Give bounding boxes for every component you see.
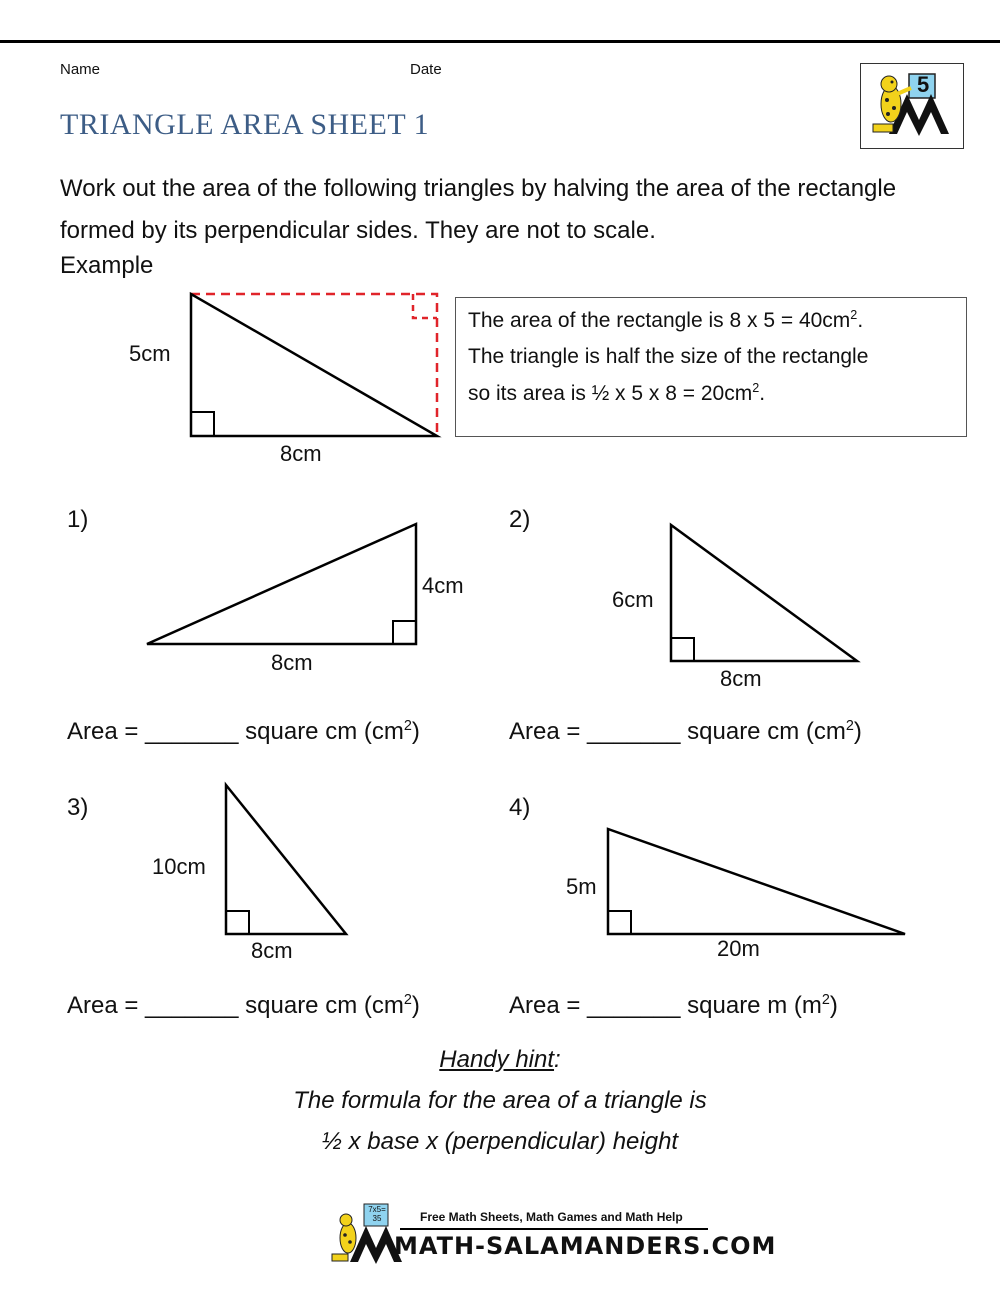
top-rule	[0, 40, 1000, 43]
grade-number: 5	[917, 72, 930, 97]
example-height-label: 5cm	[129, 341, 171, 366]
date-label: Date	[410, 61, 442, 78]
q2-right-angle-mark	[671, 638, 694, 661]
hint-title: Handy hint:	[439, 1046, 561, 1073]
question-4-number: 4)	[509, 794, 531, 821]
q1-triangle	[147, 524, 416, 644]
salamander-logo-icon	[861, 64, 963, 148]
name-label: Name	[60, 61, 101, 78]
example-dashed-rectangle	[191, 294, 437, 436]
grade-logo	[860, 63, 964, 149]
example-triangle	[191, 294, 437, 436]
q1-right-angle-mark	[393, 621, 416, 644]
example-base-label: 8cm	[280, 441, 322, 466]
question-2-number: 2)	[509, 506, 531, 533]
question-1-number: 1)	[67, 506, 89, 533]
q4-right-angle-mark	[608, 911, 631, 934]
question-2-height-label: 6cm	[612, 587, 654, 612]
example-explanation-box	[455, 297, 967, 437]
question-3-base-label: 8cm	[251, 938, 293, 963]
question-1-base-label: 8cm	[271, 650, 313, 675]
explanation-line-2: The triangle is half the size of the rectangle	[468, 345, 869, 368]
question-1-height-label: 4cm	[422, 573, 464, 598]
example-right-angle-mark	[191, 412, 214, 436]
question-3-area-answer[interactable]: Area = _______ square cm $(cm^2)$	[67, 992, 420, 1019]
explanation-line-3: so its area is ½ x 5 x $8 = 20cm^2$.	[468, 381, 766, 405]
footer-rule	[400, 1228, 708, 1230]
question-2-base-label: 8cm	[720, 666, 762, 691]
q2-triangle	[671, 525, 857, 661]
question-3-number: 3)	[67, 794, 89, 821]
footer-tagline: Free Math Sheets, Math Games and Math Help	[420, 1210, 683, 1224]
hint-line-2: ½ x base x (perpendicular) height	[321, 1128, 679, 1155]
q3-right-angle-mark	[226, 911, 249, 934]
instructions-text: Work out the area of the following triangles by halving the area of the rectangle formed by its perpendicular sides. They are not to scale.	[60, 175, 897, 244]
question-4-area-answer[interactable]: Area = _______ square m $(m^2)$	[509, 992, 838, 1019]
question-4-height-label: 5m	[566, 874, 597, 899]
hint-line-1: The formula for the area of a triangle is	[293, 1087, 707, 1114]
page-title: TRIANGLE AREA SHEET 1	[60, 108, 430, 141]
footer-site-link[interactable]: MATH-SALAMANDERS.COM	[394, 1232, 777, 1260]
question-3-height-label: 10cm	[152, 854, 206, 879]
q4-triangle	[608, 829, 905, 934]
footer-badge: 7x5= 35	[368, 1205, 386, 1223]
q3-triangle	[226, 785, 346, 934]
example-label: Example	[60, 252, 154, 279]
question-1-area-answer[interactable]: Area = _______ square cm $(cm^2)$	[67, 718, 420, 745]
question-2-area-answer[interactable]: Area = _______ square cm $(cm^2)$	[509, 718, 862, 745]
question-4-base-label: 20m	[717, 936, 760, 961]
explanation-line-1: The area of the rectangle is 8 x $5 = 40cm^2$.	[468, 308, 864, 332]
example-dashed-right-angle	[413, 294, 437, 318]
